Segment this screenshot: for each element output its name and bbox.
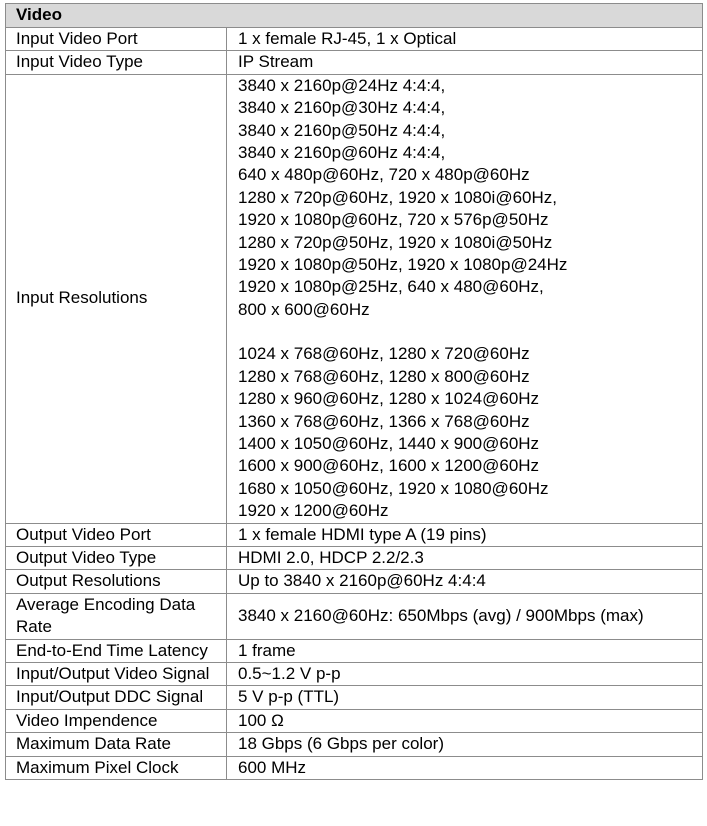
table-row: [6, 756, 703, 779]
table-row: [6, 662, 703, 685]
table-row: [6, 570, 703, 593]
resolution-line: 1920 x 1080p@25Hz, 640 x 480@60Hz,: [238, 277, 544, 297]
spec-label: Input Video Type: [6, 51, 227, 74]
resolution-line: 3840 x 2160p@30Hz 4:4:4,: [238, 98, 446, 118]
table-row: [6, 546, 703, 569]
spec-label: End-to-End Time Latency: [6, 639, 227, 662]
resolution-line: 1400 x 1050@60Hz, 1440 x 900@60Hz: [238, 433, 540, 453]
spec-label: Input Resolutions: [6, 74, 227, 523]
section-title: Video: [6, 4, 703, 28]
spec-value: HDMI 2.0, HDCP 2.2/2.3: [227, 546, 703, 569]
spec-label: Maximum Data Rate: [6, 733, 227, 756]
spec-label: Video Impendence: [6, 709, 227, 732]
table-row: [6, 733, 703, 756]
spec-value: 1 x female RJ-45, 1 x Optical: [227, 28, 703, 51]
table-row: [6, 593, 703, 639]
resolution-line: 1280 x 720p@50Hz, 1920 x 1080i@50Hz: [238, 232, 553, 252]
video-spec-table: [5, 3, 703, 780]
spec-value: 600 MHz: [227, 756, 703, 779]
resolution-line: 3840 x 2160p@50Hz 4:4:4,: [238, 120, 446, 140]
spec-label: Output Video Port: [6, 523, 227, 546]
spec-value: 18 Gbps (6 Gbps per color): [227, 733, 703, 756]
table-row: [6, 709, 703, 732]
spec-label: Output Video Type: [6, 546, 227, 569]
spec-value: 100 Ω: [227, 709, 703, 732]
resolution-line: 3840 x 2160p@60Hz 4:4:4,: [238, 143, 446, 163]
section-header-row: [6, 4, 703, 28]
resolution-line: 1360 x 768@60Hz, 1366 x 768@60Hz: [238, 411, 530, 431]
resolution-line: 1920 x 1080p@60Hz, 720 x 576p@50Hz: [238, 210, 549, 230]
spec-value: 1 x female HDMI type A (19 pins): [227, 523, 703, 546]
table-row: [6, 51, 703, 74]
table-row: [6, 28, 703, 51]
spec-label: Output Resolutions: [6, 570, 227, 593]
resolution-line: 640 x 480p@60Hz, 720 x 480p@60Hz: [238, 165, 530, 185]
resolution-line: 1280 x 720p@60Hz, 1920 x 1080i@60Hz,: [238, 187, 557, 207]
spec-label: Input/Output DDC Signal: [6, 686, 227, 709]
resolution-line: 1024 x 768@60Hz, 1280 x 720@60Hz: [238, 344, 530, 364]
resolution-line: 800 x 600@60Hz: [238, 299, 370, 319]
resolution-line: 3840 x 2160p@24Hz 4:4:4,: [238, 75, 446, 95]
blank-line: [238, 321, 702, 343]
resolution-line: 1920 x 1080p@50Hz, 1920 x 1080p@24Hz: [238, 255, 568, 275]
spec-label: Input/Output Video Signal: [6, 662, 227, 685]
resolution-line: 1680 x 1050@60Hz, 1920 x 1080@60Hz: [238, 478, 549, 498]
table-row-input-resolutions: [6, 74, 703, 523]
resolution-line: 1280 x 768@60Hz, 1280 x 800@60Hz: [238, 366, 530, 386]
spec-value: Up to 3840 x 2160p@60Hz 4:4:4: [227, 570, 703, 593]
resolution-line: 1280 x 960@60Hz, 1280 x 1024@60Hz: [238, 389, 540, 409]
resolution-line: 1920 x 1200@60Hz: [238, 501, 389, 521]
spec-value: IP Stream: [227, 51, 703, 74]
table-row: [6, 639, 703, 662]
spec-value: 1 frame: [227, 639, 703, 662]
spec-value: 5 V p-p (TTL): [227, 686, 703, 709]
spec-value: 3840 x 2160@60Hz: 650Mbps (avg) / 900Mbps (max): [227, 593, 703, 639]
table-row: [6, 523, 703, 546]
spec-label: Maximum Pixel Clock: [6, 756, 227, 779]
spec-label: Average Encoding Data Rate: [6, 593, 227, 639]
spec-label: Input Video Port: [6, 28, 227, 51]
resolution-line: 1600 x 900@60Hz, 1600 x 1200@60Hz: [238, 456, 540, 476]
table-row: [6, 686, 703, 709]
spec-value: 0.5~1.2 V p-p: [227, 662, 703, 685]
resolutions-list: [227, 74, 703, 523]
